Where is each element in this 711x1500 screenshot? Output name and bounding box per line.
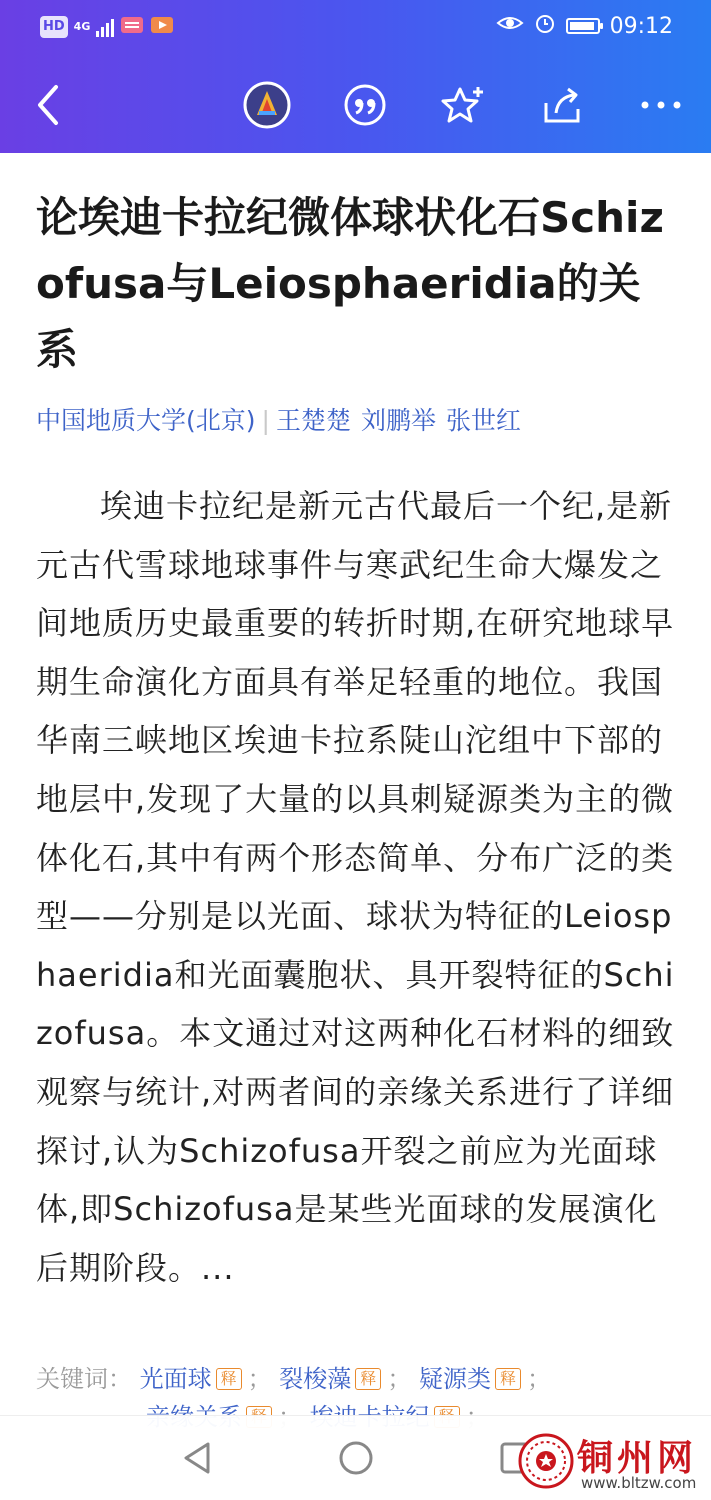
app-logo-button[interactable] — [242, 80, 292, 130]
author-link[interactable]: 张世红 — [445, 406, 521, 435]
toolbar — [0, 70, 711, 140]
watermark-seal-icon — [517, 1432, 575, 1490]
chevron-left-icon — [34, 83, 64, 127]
favorite-button[interactable] — [438, 80, 488, 130]
more-button[interactable] — [636, 80, 686, 130]
circle-home-icon — [336, 1438, 376, 1478]
network-type-label: 4G — [73, 20, 91, 33]
institution-link[interactable]: 中国地质大学(北京) — [36, 406, 256, 435]
battery-icon — [566, 18, 600, 34]
keywords-label: 关键词： — [36, 1365, 132, 1393]
watermark-text: 铜州网 — [577, 1438, 698, 1479]
nav-back-button[interactable] — [178, 1438, 218, 1478]
keyword-separator: ； — [387, 1365, 412, 1393]
explain-tag[interactable]: 释 — [495, 1368, 521, 1390]
author-separator: | — [261, 406, 270, 435]
hd-badge: HD — [40, 16, 68, 38]
watermark-url: www.bltzw.com — [581, 1474, 697, 1492]
keyword-link[interactable]: 疑源类 — [418, 1365, 491, 1393]
article — [36, 185, 680, 1329]
quote-button[interactable] — [340, 80, 390, 130]
explain-tag[interactable]: 释 — [216, 1368, 242, 1390]
keyword-link[interactable]: 裂梭藻 — [279, 1365, 352, 1393]
app-logo-icon — [243, 81, 291, 129]
abstract-text: 埃迪卡拉纪是新元古代最后一个纪,是新元古代雪球地球事件与寒武纪生命大爆发之间地质历史最重要的转折时期,在研究地球早期生命演化方面具有举足轻重的地位。我国华南三峡地区埃迪卡拉系陡山沱组中下部的地层中,发现了大量的以具刺疑源类为主的微体化石,其中有两个形态简单、分布广泛的类型——分别是以光面、球状为特征的Leiosphaeridia和光面囊胞状、具开裂特征的Schizofusa。本文通过对这两种化石材料的细致观察与统计,对两者间的亲缘关系进行了详细探讨,认为Schizofusa开裂之前应为光面球体,即Schizofusa是某些光面球的发展演化后期阶段。... — [36, 487, 675, 1287]
keyword-separator: ； — [247, 1365, 272, 1393]
more-icon — [639, 100, 683, 110]
explain-tag[interactable]: 释 — [355, 1368, 381, 1390]
back-button[interactable] — [24, 80, 74, 130]
nav-home-button[interactable] — [336, 1438, 376, 1478]
status-bar — [0, 0, 711, 56]
share-icon — [540, 83, 584, 127]
author-line — [36, 401, 680, 441]
article-title: 论埃迪卡拉纪微体球状化石Schizofusa与Leiosphaeridia的关系 — [36, 193, 664, 374]
eye-icon — [496, 13, 524, 39]
signal-icon — [96, 17, 114, 37]
keyword-separator: ； — [526, 1365, 551, 1393]
author-link[interactable]: 刘鹏举 — [360, 406, 436, 435]
status-right — [496, 12, 673, 40]
video-app-icon — [150, 15, 174, 39]
mail-icon — [120, 15, 144, 39]
keyword-link[interactable]: 光面球 — [139, 1365, 212, 1393]
share-button[interactable] — [537, 80, 587, 130]
quote-icon — [343, 83, 387, 127]
status-left — [40, 15, 174, 39]
alarm-icon — [534, 12, 556, 40]
status-time: 09:12 — [609, 13, 673, 39]
system-nav-bar — [0, 1415, 711, 1500]
author-link[interactable]: 王楚楚 — [275, 406, 351, 435]
star-add-icon — [440, 83, 486, 127]
watermark — [517, 1430, 703, 1494]
app-header — [0, 0, 711, 153]
triangle-back-icon — [178, 1438, 218, 1478]
keywords-row — [36, 1360, 696, 1398]
